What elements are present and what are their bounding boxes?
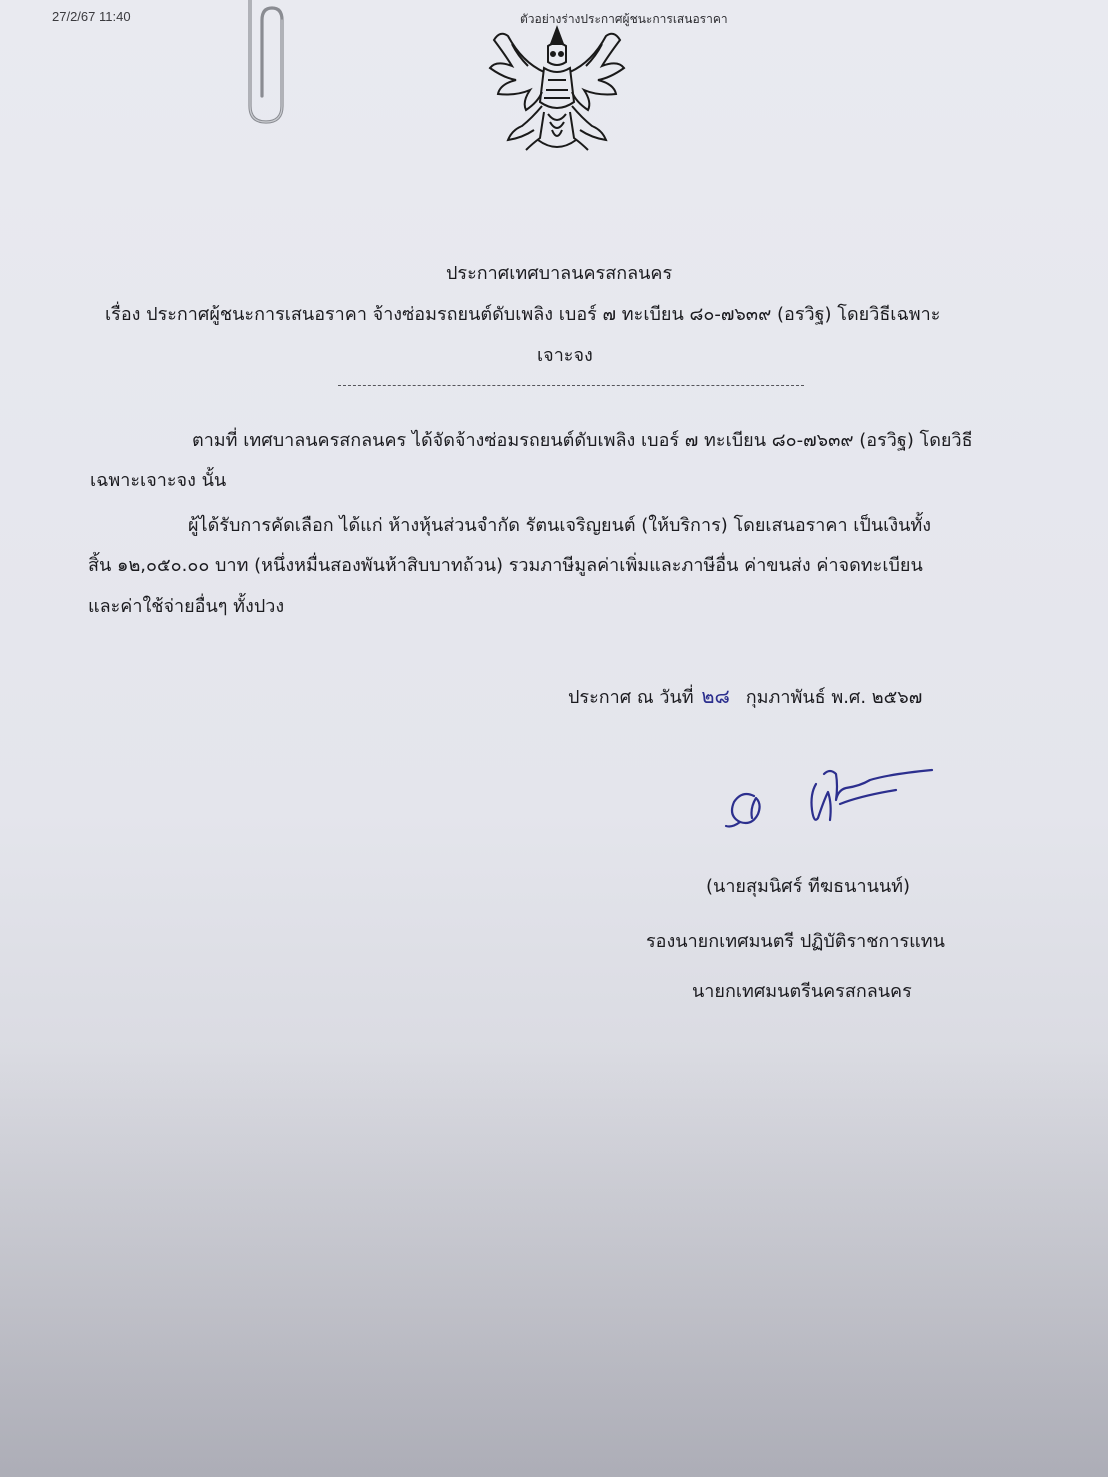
paragraph-2-line-2: สิ้น ๑๒,๐๕๐.๐๐ บาท (หนึ่งหมื่นสองพันห้าสิบบาทถ้วน) รวมภาษีมูลค่าเพิ่มและภาษีอื่น ค่าขนส่ง ค่าจดทะเบียน: [88, 555, 923, 576]
date-prefix: ประกาศ ณ วันที่: [568, 687, 694, 708]
announcement-title: ประกาศเทศบาลนครสกลนคร: [446, 263, 673, 284]
subject-line-1: เรื่อง ประกาศผู้ชนะการเสนอราคา จ้างซ่อมรถยนต์ดับเพลิง เบอร์ ๗ ทะเบียน ๘๐-๗๖๓๙ (อรวิฐ) โดยวิธีเฉพาะ: [105, 304, 941, 325]
paragraph-1-line-2: เฉพาะเจาะจง นั้น: [90, 470, 227, 491]
divider: [338, 385, 804, 386]
print-timestamp: 27/2/67 11:40: [52, 9, 131, 24]
paperclip-icon: [236, 0, 298, 128]
garuda-emblem-icon: [482, 22, 632, 158]
draft-header: ตัวอย่างร่างประกาศผู้ชนะการเสนอราคา: [520, 12, 728, 26]
date-month-year: กุมภาพันธ์ พ.ศ. ๒๕๖๗: [745, 687, 923, 708]
subject-line-2: เจาะจง: [537, 345, 593, 366]
paragraph-2-line-3: และค่าใช้จ่ายอื่นๆ ทั้งปวง: [88, 596, 285, 617]
date-day-handwritten: ๒๘: [701, 684, 730, 708]
signer-name: (นายสุมนิศร์ ทีฆธนานนท์): [706, 876, 911, 897]
handwritten-signature: [720, 760, 940, 840]
paragraph-1-line-1: ตามที่ เทศบาลนครสกลนคร ได้จัดจ้างซ่อมรถยนต์ดับเพลิง เบอร์ ๗ ทะเบียน ๘๐-๗๖๓๙ (อรวิฐ) โดยวิธี: [192, 430, 973, 451]
announcement-date: [568, 680, 922, 712]
signer-position-1: รองนายกเทศมนตรี ปฏิบัติราชการแทน: [646, 931, 945, 952]
paragraph-2-line-1: ผู้ได้รับการคัดเลือก ได้แก่ ห้างหุ้นส่วนจำกัด รัตนเจริญยนต์ (ให้บริการ) โดยเสนอราคา เป็นเงินทั้ง: [188, 515, 932, 536]
signer-position-2: นายกเทศมนตรีนครสกลนคร: [692, 981, 912, 1002]
